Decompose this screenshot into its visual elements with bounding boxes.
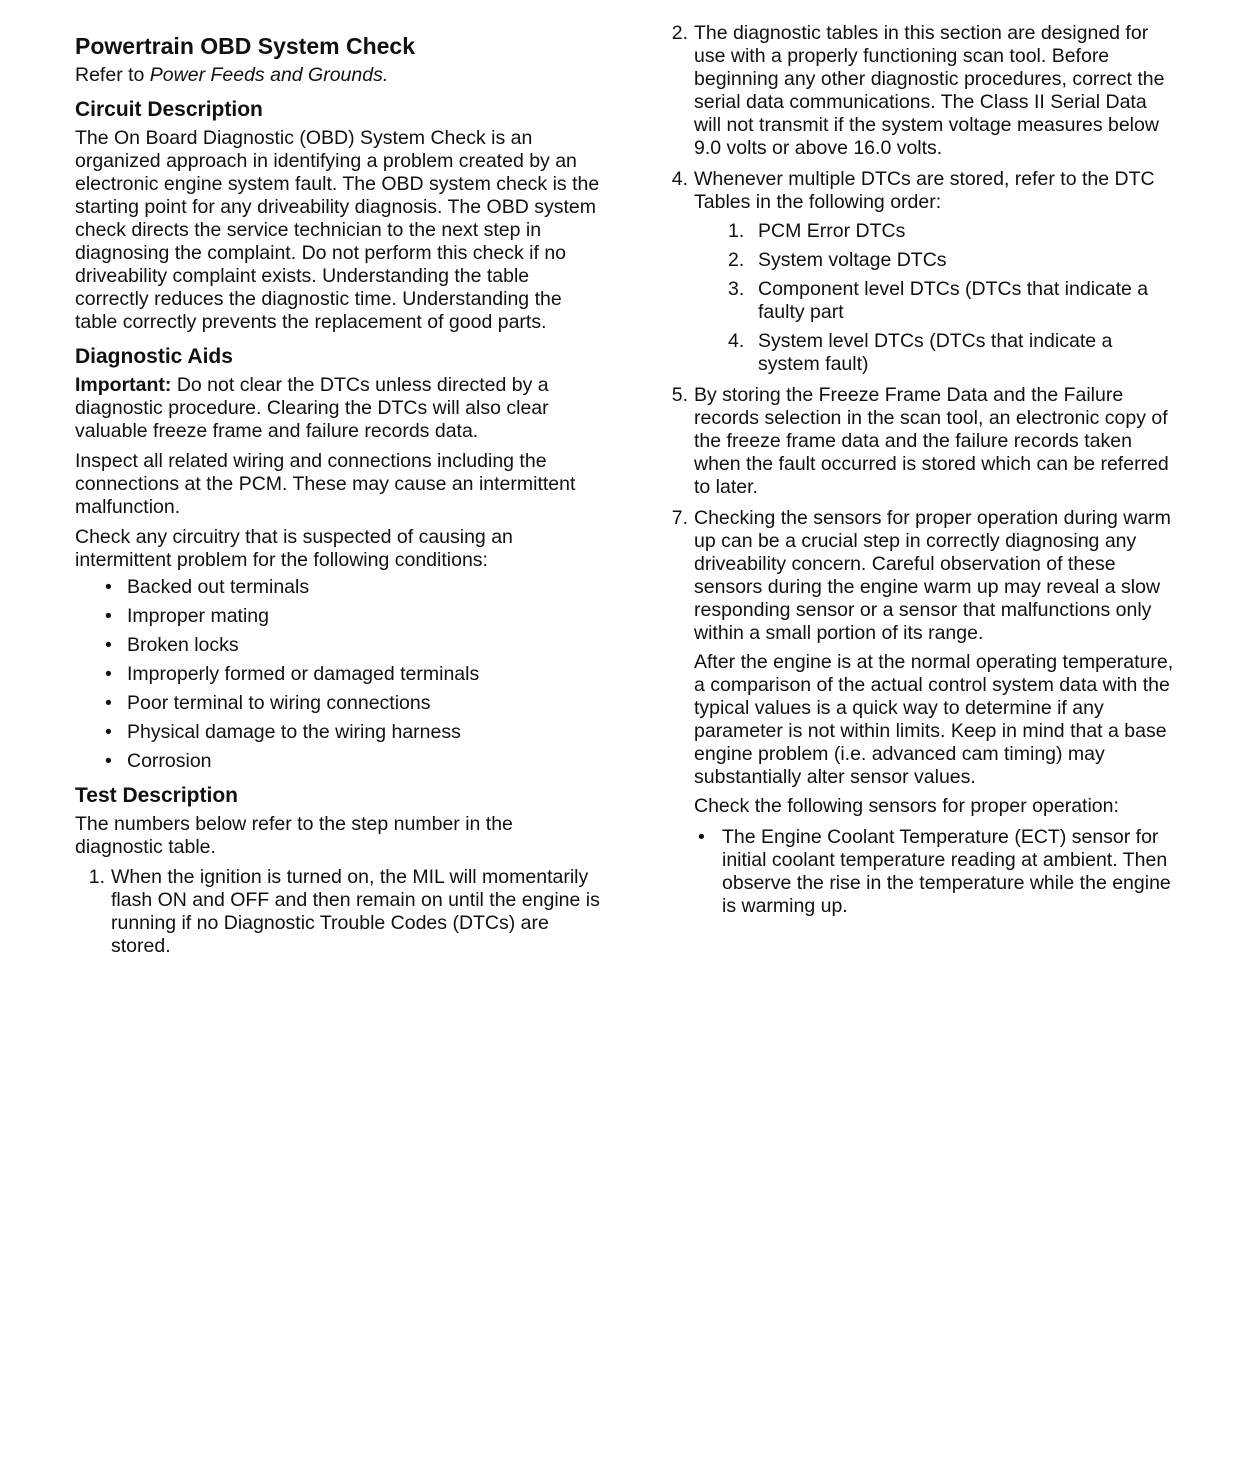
inspect-text: Inspect all related wiring and connections including the connections at the PCM. These may cause an intermittent malfunction.	[75, 450, 576, 518]
list-item: 2. System voltage DTCs	[728, 249, 947, 271]
diagnostic-aids-heading: Diagnostic Aids	[75, 345, 233, 368]
step-number: 1.	[88, 866, 105, 888]
step-text: Checking the sensors for proper operation during warm up can be a crucial step in correctly diagnosing any driveability concern. Careful observation of these sensors during the engine warm up may reveal a slow responding sensor or a sensor that malfunctions only within a small portion of its range.	[694, 507, 1171, 644]
list-item: • Backed out terminals	[105, 576, 310, 598]
bullet-icon: •	[105, 663, 112, 685]
step-number: 2.	[671, 22, 688, 44]
list-item: • Broken locks	[105, 634, 239, 656]
step-number: 7.	[671, 507, 688, 529]
list-item: • Improperly formed or damaged terminals	[105, 663, 480, 685]
step-item-2	[658, 22, 1178, 160]
step-7-paragraph-2: After the engine is at the normal operating temperature, a comparison of the actual control system data with the typical values is a quick way to determine if any parameter is not within limits. Keep in mind that a base engine problem (i.e. advanced cam timing) may substantially alter sensor values.	[694, 651, 1174, 788]
bullet-icon: •	[105, 634, 112, 656]
right-column	[658, 0, 1178, 926]
test-description-heading: Test Description	[75, 784, 238, 807]
step-text: Whenever multiple DTCs are stored, refer to the DTC Tables in the following order:	[694, 168, 1155, 213]
bullet-icon: •	[105, 576, 112, 598]
refer-link: Power Feeds and Grounds.	[149, 64, 389, 86]
left-column	[75, 0, 605, 966]
refer-prefix: Refer to	[75, 64, 150, 86]
dtc-order-list	[694, 220, 1178, 376]
list-item: • Improper mating	[105, 605, 269, 627]
important-text: Do not clear the DTCs unless directed by a diagnostic procedure. Clearing the DTCs will also clear valuable freeze frame and failure records data.	[75, 374, 549, 442]
step-item-7	[658, 507, 1178, 918]
step-item-5	[658, 384, 1178, 499]
step-text: The diagnostic tables in this section are designed for use with a properly functioning scan tool. Before beginning any other diagnostic procedures, correct the serial data communications. The Class II Serial Data will not transmit if the system voltage measures below 9.0 volts or above 16.0 volts.	[694, 22, 1165, 159]
list-item: 1. PCM Error DTCs	[728, 220, 906, 242]
bullet-icon: •	[105, 721, 112, 743]
conditions-list	[75, 576, 605, 773]
circuit-description-heading: Circuit Description	[75, 98, 263, 121]
step-7-paragraph-3: Check the following sensors for proper operation:	[694, 795, 1119, 817]
step-text: By storing the Freeze Frame Data and the Failure records selection in the scan tool, an electronic copy of the freeze frame data and the failure records taken when the fault occurred is stored which can be referred to later.	[694, 384, 1169, 498]
bullet-icon: •	[105, 692, 112, 714]
step-item-1	[75, 866, 605, 958]
refer-line	[75, 64, 605, 87]
sensor-list	[694, 826, 1178, 918]
check-text: Check any circuitry that is suspected of causing an intermittent problem for the following conditions:	[75, 526, 513, 571]
step-number: 5.	[671, 384, 688, 406]
step-text: When the ignition is turned on, the MIL will momentarily flash ON and OFF and then remain on until the engine is running if no Diagnostic Trouble Codes (DTCs) are stored.	[111, 866, 600, 957]
list-item: 4. System level DTCs (DTCs that indicate a system fault)	[728, 330, 1113, 375]
step-item-4	[658, 168, 1178, 376]
step-number: 4.	[671, 168, 688, 190]
bullet-icon: •	[105, 605, 112, 627]
bullet-icon: •	[698, 826, 705, 848]
test-steps-right	[658, 22, 1178, 918]
test-description-text: The numbers below refer to the step number in the diagnostic table.	[75, 813, 513, 858]
list-item: 3. Component level DTCs (DTCs that indicate a faulty part	[728, 278, 1149, 323]
bullet-icon: •	[105, 750, 112, 772]
circuit-description-text: The On Board Diagnostic (OBD) System Check is an organized approach in identifying a problem created by an electronic engine system fault. The OBD system check is the starting point for any driveability diagnosis. The OBD system check directs the service technician to the next step in diagnosing the complaint. Do not perform this check if no driveability complaint exists. Understanding the table correctly reduces the diagnostic time. Understanding the table correctly prevents the replacement of good parts.	[75, 127, 600, 333]
list-item: • Corrosion	[105, 750, 212, 772]
important-note	[75, 374, 605, 443]
page-title: Powertrain OBD System Check	[75, 33, 416, 59]
list-item: • Physical damage to the wiring harness	[105, 721, 461, 743]
list-item: • Poor terminal to wiring connections	[105, 692, 431, 714]
test-steps-left	[75, 866, 605, 958]
list-item: • The Engine Coolant Temperature (ECT) sensor for initial coolant temperature reading at ambient. Then observe the rise in the temperature while the engine is warming up.	[698, 826, 1171, 917]
important-label: Important:	[75, 374, 172, 396]
